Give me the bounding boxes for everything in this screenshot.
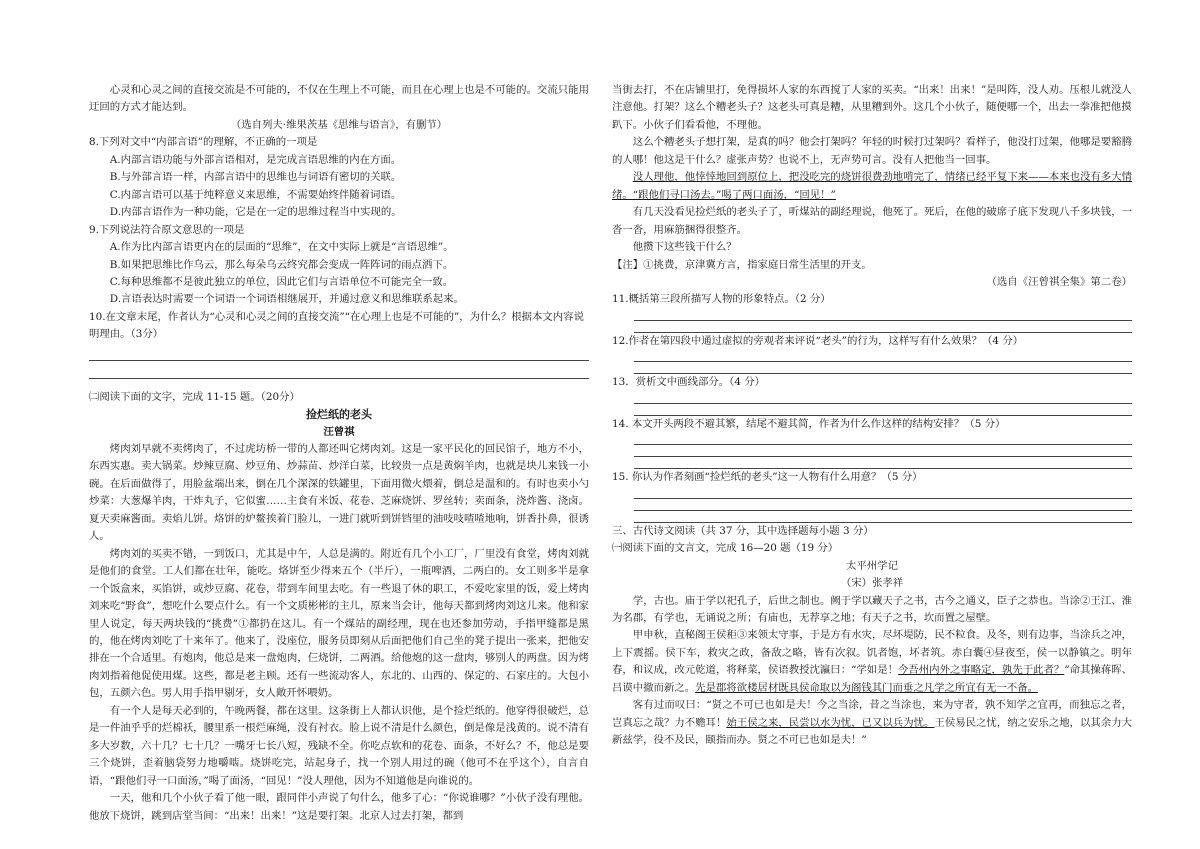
answer-line xyxy=(634,309,1132,321)
story-paragraph: 他攒下这些钱干什么？ xyxy=(632,241,737,254)
answer-line xyxy=(634,433,1132,445)
subsection-heading: ㈠阅读下面的文言文，完成 16—20 题（19 分） xyxy=(612,542,839,555)
answer-line xyxy=(634,511,1132,523)
classical-paragraph xyxy=(612,697,1132,749)
question-9-option-a: A.作为比内部言语更内在的层面的“思维”，在文中实际上就是“言语思维”。 xyxy=(109,241,454,254)
question-9-option-d: D.言语表达时需要一个词语一个词语相继展开，并通过意义和思维联系起来。 xyxy=(109,293,464,306)
story-paragraph: 一天，他和几个小伙子看了他一眼，跟同伴小声说了句什么，他多了心：“你说谁哪？”小伙子没有理他。他放下烧饼，跳到店堂当间：“出来！出来！”这是要打架。北京人过去打架，都到 xyxy=(89,792,589,822)
story-author: 汪曾祺 xyxy=(323,425,355,438)
classical-paragraph: 学，古也。庙于学以祀孔子，后世之制也。阙于学以藏天子之书，古今之通义，臣子之恭也。当涂②王江、淮为名郡，有学也，无诵说之所；有庙也，无荐享之地；有天子之书，坎而置之屋壁。 xyxy=(612,594,1132,624)
story-paragraph: 有一个人是每天必到的，午晚两餐，都在这里。这条街上人都认识他，是个捡烂纸的。他穿得很破烂，总是一件油乎乎的烂棉袄，腰里系一根烂麻绳，没有衬衣。脸上说不清是什么颜色，倒是像是浅黄的。说不清有多大岁数，六十几？七十几？一嘴牙七长八短，残缺不全。你吃点软和的花卷、面条，不好么？不，他总是要三个烧饼，歪着脑袋努力地嚼啮。烧饼吃完，站起身子，找一个别人用过的碗（他可不在乎这个），自言自语，“跟他们寻一口面汤，”喝了面汤，“回见！”没人理他，因为不知道他是向谁说的。 xyxy=(89,704,589,787)
classical-title: 太平州学记 xyxy=(846,559,898,572)
underlined-paragraph-wrapper xyxy=(612,169,1132,204)
answer-lines xyxy=(634,350,1132,374)
underlined-sentence: 始王侯之来，民尝以水为忧，已又以兵为忧。 xyxy=(726,716,935,729)
question-8-option-d: D.内部言语作为一种功能，它是在一定的思维过程当中实现的。 xyxy=(109,206,402,219)
story-paragraph: 烤肉刘的买卖不错，一到饭口，尤其是中午，人总是满的。附近有几个小工厂，厂里没有食堂，烤肉刘就是他们的食堂。工人们都在壮年，能吃。烙饼至少得来五个（半斤），一瓶啤酒，二两白的。女工则多半是拿一个饭盒来，买馅饼，或炒豆腐、花卷，带到车间里去吃。有一些退了休的职工，不爱吃家里的饭，爱上烤肉刘来吃“野食”，想吃什么要点什么。有一个文质彬彬的主儿，原来当会计，他每天都到烤肉刘这儿来。他和家里人说定，每天两块钱的“挑费”①都扔在这儿。有一个煤站的副经理，现在也还参加劳动，手指甲缝都是黑的，他在烤肉刘吃了十来年了。他来了，没座位，服务员即刻从后面把他们自己坐的凳子提出一张来，把他安排在一个合适里。有炮肉，他总是来一盘炮肉，仨烧饼，二两酒。给他炮的这一盘肉，够别人的两盘。因为烤肉刘指着他促使用煤。这些，都是老主顾。还有一些流动客人，东北的、山西的、保定的、石家庄的。大包小包，五颜六色。男人用手指甲剔牙，女人敞开怀喂奶。 xyxy=(89,547,589,700)
right-column xyxy=(612,82,1132,750)
answer-line xyxy=(634,457,1132,469)
classical-text: 客有过而叹曰：“贤之不可已也如是夫！今之当涂，昔之当涂也，来为守者，孰不知学之宜再，而独忘之者，岂真忘之哉？力不赡耳！ xyxy=(612,699,1132,729)
answer-line xyxy=(634,350,1132,362)
story-paragraph: 当街去打，不在店铺里打，免得损坏人家的东西搅了人家的买卖。“出来！出来！”是叫阵，没人劝。压根儿就没人注意他。打架？这么个糟老头子？这老头可真是糟，从里糟到外。这几个小伙子，随便哪一个，出去一拳准把他摸趴下。小伙子们看看他，不理他。 xyxy=(612,84,1132,131)
classical-text: 王侯易民之忧，纳之安乐之地，以其余力大新兹学，役不及民，颐指而办。贤之不可已也如是夫！” xyxy=(612,716,1133,747)
question-13-stem: 13．赏析文中画线部分。（4 分） xyxy=(612,376,766,389)
answer-line xyxy=(634,362,1132,374)
story-title: 捡烂纸的老头 xyxy=(306,408,372,422)
story-paragraph: 烤肉刘早就不卖烤肉了，不过虎坊桥一带的人都还叫它烤肉刘。这是一家平民化的回民馆子，地方不小，东西实惠。卖大锅菜。炒辣豆腐、炒豆角、炒蒜苗、炒洋白菜，比较贵一点是黄焖羊肉，也就是块儿来钱一小碗。在后面做得了，用脸盆端出来，倒在几个深深的铁罐里，下面用微火煨着，倒总是温和的。有时也卖小勺炒菜：大葱爆羊肉，干炸丸子，它似蜜……主食有米饭、花卷、芝麻烧饼、罗丝转；卖面条，浇炸酱、浇卤。夏天卖麻酱面。卖焰儿饼。烙饼的炉鳌挨着门脸儿，一进门就听到饼铛里的油吱吱喳喳地响，饼香扑鼻，很诱人。 xyxy=(89,443,589,543)
classical-text: ”命其操蒋晖、吕谟中撤而新之。 xyxy=(612,664,1133,694)
answer-line xyxy=(634,445,1132,457)
answer-lines xyxy=(634,433,1132,469)
answer-line xyxy=(634,404,1132,416)
underlined-paragraph: 没人理他，他悻悻地回到原位上，把没吃完的烧饼很费劲地啃完了，情绪已经平复下来——本来也没有多大情绪。“跟他们寻口汤去。”喝了两口面汤，“回见！” xyxy=(612,171,1132,201)
source-citation: （选自列夫·维果茨基《思维与语言》，有删节） xyxy=(230,118,448,131)
footnote: 【注】①挑费，京津冀方言，指家庭日常生活里的开支。 xyxy=(612,258,872,271)
question-8-option-b: B.与外部言语一样，内部言语中的思维也与词语有密切的关联。 xyxy=(109,171,402,184)
intro-paragraph: 心灵和心灵之间的直接交流是不可能的，不仅在生理上不可能，而且在心理上也是不可能的。交流只能用迂回的方式才能达到。 xyxy=(89,84,589,114)
question-9-stem: 9.下列说法符合原文意思的一项是 xyxy=(89,223,245,236)
answer-lines xyxy=(634,392,1132,416)
answer-line xyxy=(634,487,1132,499)
answer-line xyxy=(634,392,1132,404)
classical-paragraph xyxy=(612,627,1132,697)
classical-author: （宋）张孝祥 xyxy=(840,577,904,590)
question-8-stem: 8.下列对文中“内部言语”的理解，不正确的一项是 xyxy=(89,136,318,149)
question-9-option-b: B.如果把思维比作乌云，那么每朵乌云终究都会变成一阵阵词的雨点洒下。 xyxy=(109,258,454,271)
answer-line xyxy=(89,361,589,378)
left-column xyxy=(89,82,589,825)
underlined-sentence: 今吾州内外之事略定，孰先于此者？ xyxy=(898,664,1065,677)
question-8-option-c: C.内部言语可以基于纯粹意义来思维，不需要始终伴随着词语。 xyxy=(109,188,402,201)
story-paragraph: 这么个糟老头子想打架，是真的吗？他会打架吗？年轻的时候打过架吗？看样子，他没打过架，他哪是要豁腾的人哪！他这是干什么？虚张声势？也说不上，无声势可言。没有人把他当一回事。 xyxy=(612,136,1132,166)
answer-line xyxy=(634,321,1132,333)
question-9-option-c: C.每种思维都不是彼此独立的单位，因此它们与言语单位不可能完全一致。 xyxy=(109,275,454,288)
story-paragraph: 有几天没看见捡烂纸的老头子了，听煤站的副经理说，他死了。死后，在他的破席子底下发现八千多块钱，一沓一沓，用麻筋捆得很整齐。 xyxy=(612,206,1132,236)
question-14-stem: 14. 本文开头两段不避其繁，结尾不避其简，作者为什么作这样的结构安排？（5 分） xyxy=(612,417,1006,430)
section-heading: ㈡阅读下面的文字，完成 11-15 题。（20分） xyxy=(89,390,300,403)
question-12-stem: 12.作者在第四段中通过虚拟的旁观者来评说“老头”的行为，这样写有什么效果？（4 分） xyxy=(612,334,1024,347)
answer-line xyxy=(634,499,1132,511)
source-citation: （选自《汪曾祺全集》第二卷） xyxy=(986,275,1132,288)
question-8-option-a: A.内部言语功能与外部言语相对，是完成言语思维的内在方面。 xyxy=(109,153,402,166)
question-15-stem: 15. 你认为作者刻画“捡烂纸的老头”这一人物有什么用意？（5 分） xyxy=(612,471,923,484)
answer-lines xyxy=(634,309,1132,333)
question-10-stem: 10.在文章末尾，作者认为“心灵和心灵之间的直接交流”“在心理上也是不可能的”，为什么？根据本文内容说明理由。（3分） xyxy=(89,310,584,341)
answer-lines xyxy=(634,487,1132,523)
question-11-stem: 11.概括第三段所描写人物的形象特点。（2 分） xyxy=(612,293,831,306)
answer-line xyxy=(89,344,589,361)
underlined-sentence: 先是郡将欲楼居材既具侯命取以为阁钱其门而垂之凡学之所宜有无一不备。 xyxy=(695,681,1039,694)
section-heading: 三、古代诗文阅读（共 37 分，其中选择题每小题 3 分） xyxy=(612,524,874,537)
classical-text: 甲申秋，直秘阁王侯秬③来领太守事，于是方有水灾，尽坏堤防，民不粒食。及冬，则有边事，当涂兵之冲，上下震摇。侯下车，救灾之政，备敌之略，皆有次叙。饥者饱，坏者筑。赤白囊④昼夜至，侯一以静镇之。明年春，和议成，改元乾道，将释菜，侯语教授沈瀛曰：“学如是！ xyxy=(612,629,1132,677)
